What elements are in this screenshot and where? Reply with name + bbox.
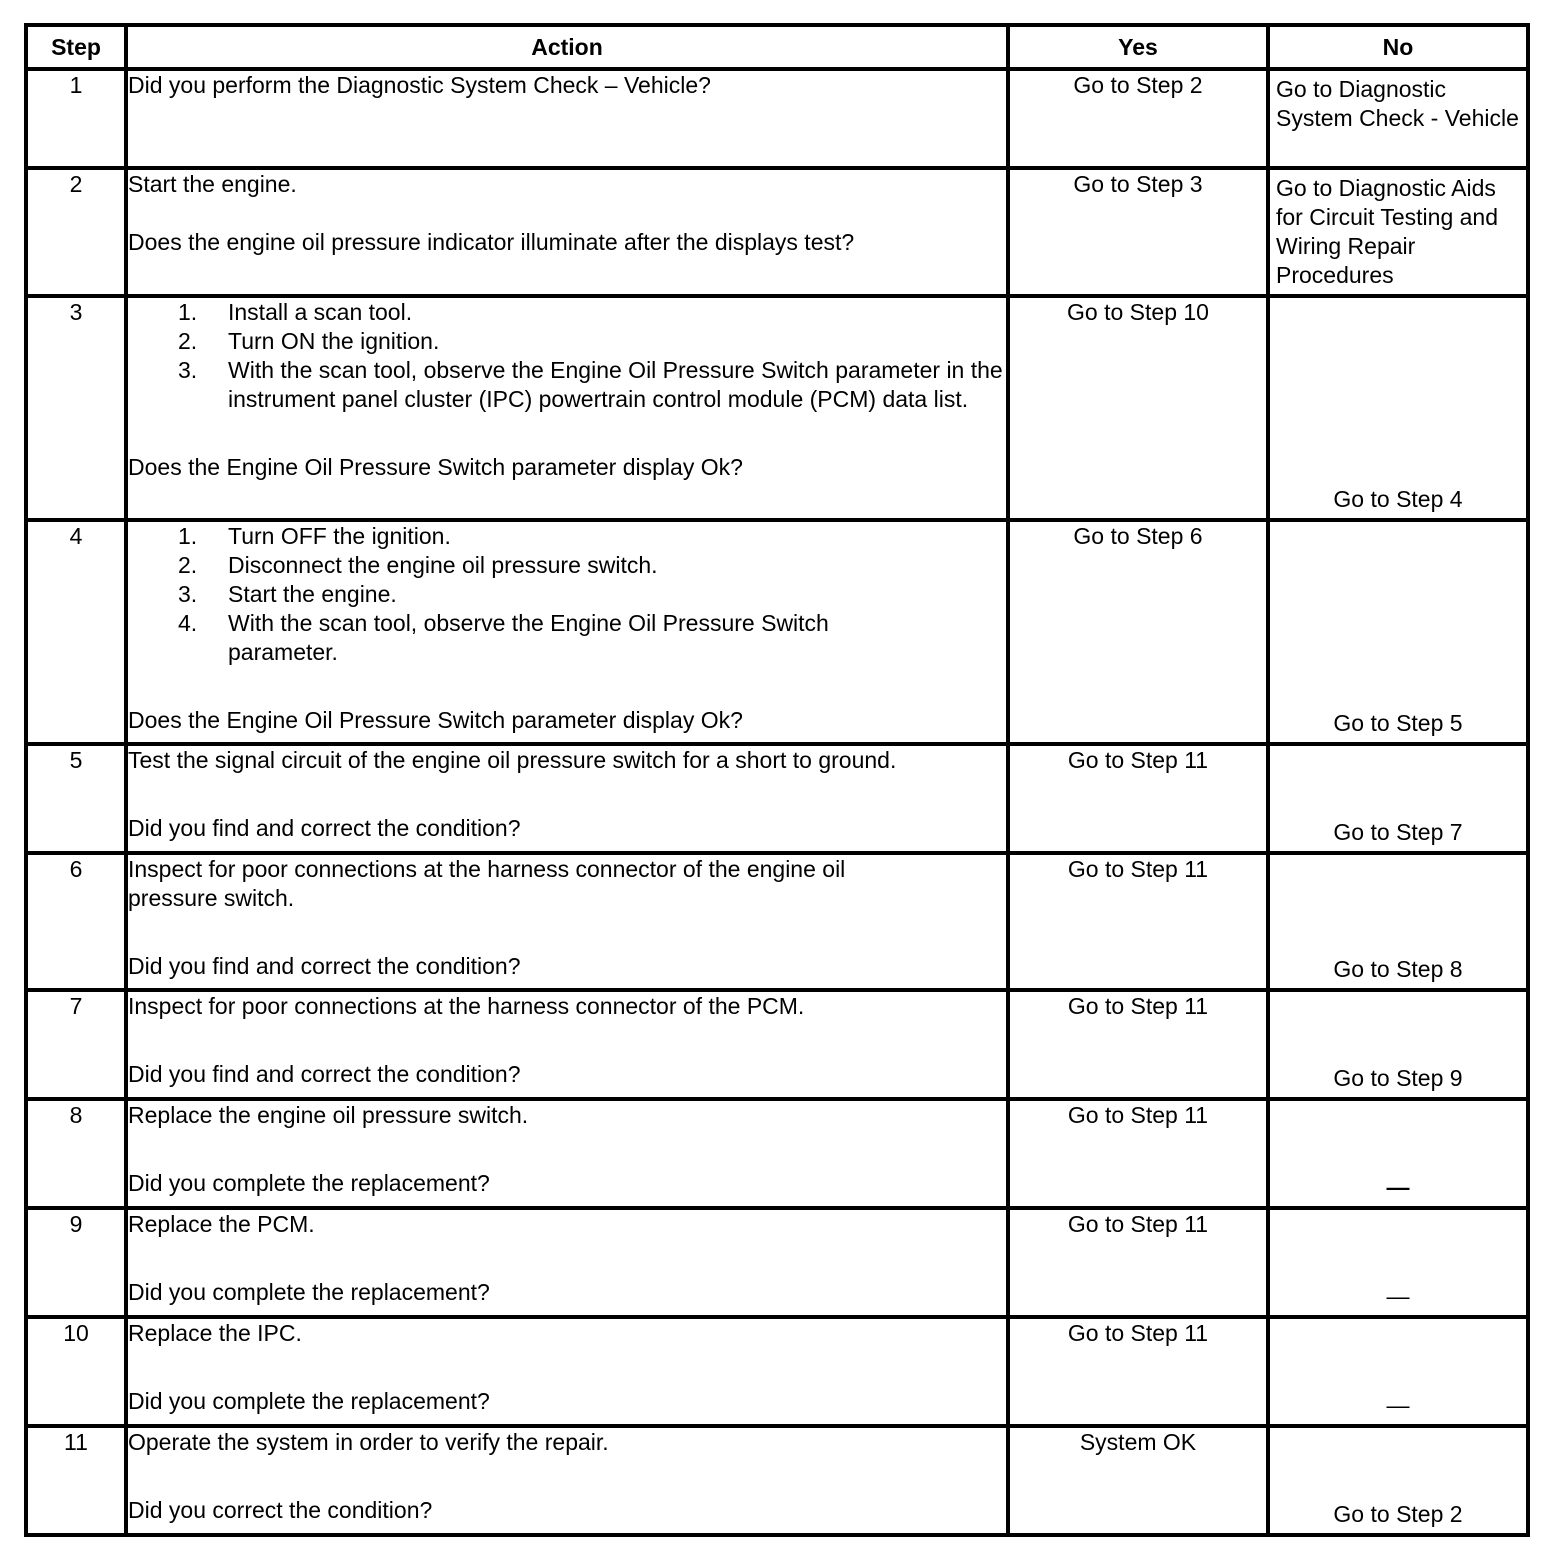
action-text: Replace the IPC. <box>128 1320 302 1346</box>
action-question: Does the Engine Oil Pressure Switch parameter display Ok? <box>128 707 743 733</box>
step-number: 10 <box>26 1317 126 1426</box>
header-step: Step <box>26 25 126 69</box>
substep-item <box>178 298 1006 327</box>
action-cell <box>126 853 1008 990</box>
action-cell <box>126 1426 1008 1535</box>
yes-cell: Go to Step 11 <box>1008 990 1268 1099</box>
substep-text: Install a scan tool. <box>228 299 413 325</box>
table-row <box>26 296 1528 520</box>
header-action: Action <box>126 25 1008 69</box>
yes-cell: Go to Step 2 <box>1008 69 1268 168</box>
table-row <box>26 520 1528 744</box>
table-row <box>26 69 1528 168</box>
table-row <box>26 1208 1528 1317</box>
action-cell <box>126 1208 1008 1317</box>
no-cell: Go to Step 2 <box>1268 1426 1528 1535</box>
no-cell: — <box>1268 1317 1528 1426</box>
header-no: No <box>1268 25 1528 69</box>
step-number: 1 <box>26 69 126 168</box>
substep-number: 3. <box>178 357 198 383</box>
action-question: Did you complete the replacement? <box>128 1170 490 1196</box>
yes-cell: Go to Step 10 <box>1008 296 1268 520</box>
no-cell: Go to Diagnostic System Check - Vehicle <box>1268 69 1528 168</box>
action-text: Did you perform the Diagnostic System Check – Vehicle? <box>128 72 711 98</box>
table-row <box>26 1317 1528 1426</box>
table-row <box>26 1426 1528 1535</box>
substep-number: 1. <box>178 523 198 549</box>
diagnostic-table <box>24 23 1530 1537</box>
substep-text: Turn ON the ignition. <box>228 328 440 354</box>
substep-number: 1. <box>178 299 198 325</box>
yes-cell: Go to Step 11 <box>1008 853 1268 990</box>
substep-number: 2. <box>178 328 198 354</box>
substep-text: Turn OFF the ignition. <box>228 523 451 549</box>
yes-cell: Go to Step 11 <box>1008 1099 1268 1208</box>
substep-text: With the scan tool, observe the Engine Oil Pressure Switch parameter. <box>228 610 829 665</box>
table-row <box>26 853 1528 990</box>
action-text: Replace the engine oil pressure switch. <box>128 1102 529 1128</box>
yes-cell: Go to Step 6 <box>1008 520 1268 744</box>
table-row <box>26 990 1528 1099</box>
no-cell: Go to Step 8 <box>1268 853 1528 990</box>
substep-list <box>128 298 1006 414</box>
action-question: Did you complete the replacement? <box>128 1388 490 1414</box>
action-question: Does the Engine Oil Pressure Switch parameter display Ok? <box>128 454 743 480</box>
action-cell <box>126 168 1008 296</box>
action-question: Did you find and correct the condition? <box>128 953 521 979</box>
table-row <box>26 168 1528 296</box>
substep-number: 3. <box>178 581 198 607</box>
substep-item <box>178 551 1006 580</box>
yes-cell: Go to Step 11 <box>1008 1317 1268 1426</box>
action-question: Did you find and correct the condition? <box>128 815 521 841</box>
action-text: Start the engine. <box>128 171 297 197</box>
step-number: 9 <box>26 1208 126 1317</box>
substep-text: Start the engine. <box>228 581 397 607</box>
action-question: Did you find and correct the condition? <box>128 1061 521 1087</box>
action-text: Operate the system in order to verify the repair. <box>128 1429 609 1455</box>
action-cell <box>126 1317 1008 1426</box>
step-number: 5 <box>26 744 126 853</box>
header-row <box>26 25 1528 69</box>
step-number: 8 <box>26 1099 126 1208</box>
no-cell: — <box>1268 1208 1528 1317</box>
action-cell <box>126 1099 1008 1208</box>
action-text: Test the signal circuit of the engine oil pressure switch for a short to ground. <box>128 747 897 773</box>
substep-item <box>178 609 1006 667</box>
step-number: 4 <box>26 520 126 744</box>
action-text: Replace the PCM. <box>128 1211 315 1237</box>
step-number: 3 <box>26 296 126 520</box>
substep-number: 4. <box>178 610 198 636</box>
no-cell: Go to Step 4 <box>1268 296 1528 520</box>
header-yes: Yes <box>1008 25 1268 69</box>
no-cell: Go to Diagnostic Aids for Circuit Testing and Wiring Repair Procedures <box>1268 168 1528 296</box>
substep-item <box>178 522 1006 551</box>
action-question: Does the engine oil pressure indicator illuminate after the displays test? <box>128 229 855 255</box>
no-cell: Go to Step 7 <box>1268 744 1528 853</box>
yes-cell: Go to Step 3 <box>1008 168 1268 296</box>
table-row <box>26 744 1528 853</box>
step-number: 2 <box>26 168 126 296</box>
yes-cell: Go to Step 11 <box>1008 744 1268 853</box>
yes-cell: System OK <box>1008 1426 1268 1535</box>
action-question: Did you complete the replacement? <box>128 1279 490 1305</box>
no-cell: Go to Step 9 <box>1268 990 1528 1099</box>
action-text: Inspect for poor connections at the harness connector of the PCM. <box>128 993 805 1019</box>
substep-item <box>178 580 1006 609</box>
substep-list <box>128 522 1006 667</box>
action-text: Inspect for poor connections at the harness connector of the engine oil pressure switch. <box>128 856 846 911</box>
substep-text: Disconnect the engine oil pressure switch. <box>228 552 658 578</box>
no-cell: — <box>1268 1099 1528 1208</box>
no-cell: Go to Step 5 <box>1268 520 1528 744</box>
substep-text: With the scan tool, observe the Engine Oil Pressure Switch parameter in the instrument panel cluster (IPC) powertrain control module (PCM) data list. <box>228 357 1003 412</box>
action-cell <box>126 520 1008 744</box>
action-cell <box>126 744 1008 853</box>
action-question: Did you correct the condition? <box>128 1497 433 1523</box>
action-cell <box>126 990 1008 1099</box>
step-number: 6 <box>26 853 126 990</box>
substep-item <box>178 356 1006 414</box>
action-cell <box>126 296 1008 520</box>
table-row <box>26 1099 1528 1208</box>
substep-item <box>178 327 1006 356</box>
action-cell <box>126 69 1008 168</box>
step-number: 11 <box>26 1426 126 1535</box>
substep-number: 2. <box>178 552 198 578</box>
step-number: 7 <box>26 990 126 1099</box>
yes-cell: Go to Step 11 <box>1008 1208 1268 1317</box>
